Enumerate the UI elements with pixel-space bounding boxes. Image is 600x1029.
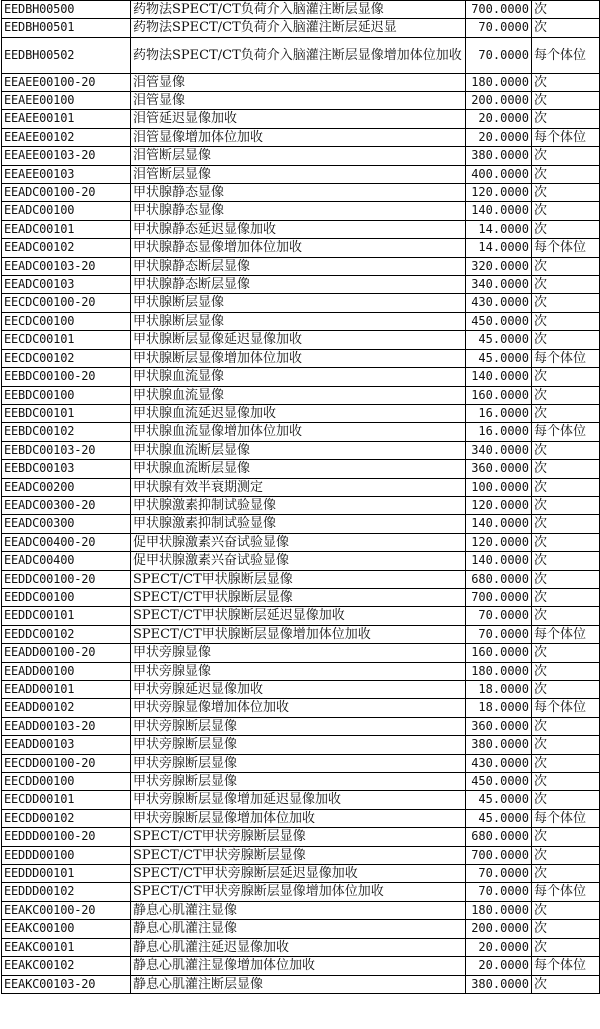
item-code-cell: EEADC00400 [2, 552, 131, 570]
item-name-cell: 促甲状腺激素兴奋试验显像 [131, 552, 466, 570]
table-row [2, 423, 600, 441]
table-row [2, 901, 600, 919]
table-row [2, 441, 600, 459]
item-price-cell: 680.0000 [466, 570, 532, 588]
item-price-cell: 700.0000 [466, 588, 532, 606]
item-unit-cell: 次 [532, 515, 600, 533]
table-row [2, 386, 600, 404]
item-unit-cell: 次 [532, 257, 600, 275]
table-row [2, 625, 600, 643]
item-code-cell: EEAKC00103-20 [2, 975, 131, 993]
item-name-cell: 甲状腺血流显像 [131, 386, 466, 404]
item-code-cell: EEADD00100-20 [2, 644, 131, 662]
table-row [2, 736, 600, 754]
item-name-cell: 甲状腺断层显像延迟显像加收 [131, 331, 466, 349]
item-name-cell: SPECT/CT甲状腺断层显像 [131, 588, 466, 606]
table-row [2, 404, 600, 422]
item-unit-cell: 次 [532, 717, 600, 735]
table-row [2, 276, 600, 294]
item-name-cell: 静息心肌灌注显像增加体位加收 [131, 957, 466, 975]
item-code-cell: EEADC00100 [2, 202, 131, 220]
item-name-cell: 甲状腺血流断层显像 [131, 441, 466, 459]
item-price-cell: 120.0000 [466, 496, 532, 514]
table-row [2, 865, 600, 883]
item-name-cell: 甲状旁腺显像 [131, 662, 466, 680]
item-unit-cell: 次 [532, 607, 600, 625]
item-unit-cell: 次 [532, 1, 600, 19]
item-code-cell: EEBDC00100-20 [2, 368, 131, 386]
table-row [2, 220, 600, 238]
item-name-cell: SPECT/CT甲状旁腺断层显像 [131, 828, 466, 846]
item-code-cell: EEBDC00101 [2, 404, 131, 422]
item-unit-cell: 次 [532, 644, 600, 662]
item-name-cell: 泪管断层显像 [131, 147, 466, 165]
item-code-cell: EEADC00102 [2, 239, 131, 257]
item-code-cell: EEAEE00103 [2, 165, 131, 183]
table-row [2, 515, 600, 533]
item-price-cell: 16.0000 [466, 423, 532, 441]
item-price-cell: 320.0000 [466, 257, 532, 275]
item-unit-cell: 次 [532, 386, 600, 404]
item-unit-cell: 次 [532, 846, 600, 864]
item-code-cell: EEBDC00100 [2, 386, 131, 404]
item-unit-cell: 次 [532, 441, 600, 459]
item-code-cell: EECDC00102 [2, 349, 131, 367]
item-price-cell: 45.0000 [466, 809, 532, 827]
table-row [2, 331, 600, 349]
item-name-cell: SPECT/CT甲状腺断层显像增加体位加收 [131, 625, 466, 643]
item-name-cell: 甲状旁腺显像增加体位加收 [131, 699, 466, 717]
table-row [2, 699, 600, 717]
item-price-cell: 120.0000 [466, 533, 532, 551]
item-name-cell: 泪管断层显像 [131, 165, 466, 183]
table-row [2, 681, 600, 699]
item-price-cell: 400.0000 [466, 165, 532, 183]
item-unit-cell: 次 [532, 73, 600, 91]
table-row [2, 92, 600, 110]
table-row [2, 883, 600, 901]
item-name-cell: 药物法SPECT/CT负荷介入脑灌注断层显像增加体位加收 [131, 37, 466, 73]
table-row [2, 570, 600, 588]
item-price-cell: 45.0000 [466, 349, 532, 367]
item-code-cell: EEDDD00101 [2, 865, 131, 883]
item-name-cell: 泪管延迟显像加收 [131, 110, 466, 128]
item-code-cell: EECDC00100 [2, 312, 131, 330]
item-name-cell: 甲状腺静态显像增加体位加收 [131, 239, 466, 257]
item-price-cell: 340.0000 [466, 276, 532, 294]
item-price-cell: 20.0000 [466, 957, 532, 975]
price-table [1, 0, 600, 994]
item-code-cell: EEAKC00100-20 [2, 901, 131, 919]
table-row [2, 478, 600, 496]
item-code-cell: EEDDD00102 [2, 883, 131, 901]
table-row [2, 110, 600, 128]
item-price-cell: 180.0000 [466, 73, 532, 91]
item-unit-cell: 次 [532, 938, 600, 956]
table-row [2, 1, 600, 19]
item-price-cell: 430.0000 [466, 754, 532, 772]
table-row [2, 644, 600, 662]
item-price-cell: 20.0000 [466, 110, 532, 128]
item-unit-cell: 次 [532, 975, 600, 993]
table-row [2, 662, 600, 680]
item-price-cell: 140.0000 [466, 202, 532, 220]
item-unit-cell: 次 [532, 570, 600, 588]
item-price-cell: 200.0000 [466, 920, 532, 938]
item-price-cell: 180.0000 [466, 662, 532, 680]
item-unit-cell: 次 [532, 19, 600, 37]
item-name-cell: 泪管显像 [131, 92, 466, 110]
item-unit-cell: 每个体位 [532, 128, 600, 146]
item-unit-cell: 次 [532, 754, 600, 772]
item-unit-cell: 次 [532, 478, 600, 496]
item-unit-cell: 次 [532, 404, 600, 422]
item-name-cell: SPECT/CT甲状旁腺断层延迟显像加收 [131, 865, 466, 883]
item-code-cell: EEDDC00102 [2, 625, 131, 643]
item-price-cell: 45.0000 [466, 791, 532, 809]
item-unit-cell: 次 [532, 220, 600, 238]
item-price-cell: 360.0000 [466, 717, 532, 735]
item-unit-cell: 次 [532, 662, 600, 680]
item-unit-cell: 次 [532, 147, 600, 165]
item-price-cell: 20.0000 [466, 128, 532, 146]
item-price-cell: 380.0000 [466, 147, 532, 165]
item-unit-cell: 每个体位 [532, 423, 600, 441]
table-row [2, 37, 600, 73]
item-price-cell: 360.0000 [466, 460, 532, 478]
item-price-cell: 680.0000 [466, 828, 532, 846]
item-name-cell: 静息心肌灌注显像 [131, 901, 466, 919]
item-unit-cell: 次 [532, 165, 600, 183]
item-unit-cell: 每个体位 [532, 625, 600, 643]
item-name-cell: 甲状腺血流显像增加体位加收 [131, 423, 466, 441]
table-row [2, 294, 600, 312]
item-price-cell: 70.0000 [466, 625, 532, 643]
table-row [2, 773, 600, 791]
item-price-cell: 380.0000 [466, 736, 532, 754]
item-price-cell: 140.0000 [466, 552, 532, 570]
table-row [2, 809, 600, 827]
item-unit-cell: 次 [532, 294, 600, 312]
item-unit-cell: 次 [532, 110, 600, 128]
item-unit-cell: 次 [532, 681, 600, 699]
item-price-cell: 70.0000 [466, 19, 532, 37]
item-name-cell: 泪管显像增加体位加收 [131, 128, 466, 146]
table-body [2, 1, 600, 994]
item-name-cell: SPECT/CT甲状腺断层延迟显像加收 [131, 607, 466, 625]
table-row [2, 460, 600, 478]
item-code-cell: EECDD00100 [2, 773, 131, 791]
item-code-cell: EEADD00103-20 [2, 717, 131, 735]
item-name-cell: SPECT/CT甲状腺断层显像 [131, 570, 466, 588]
item-name-cell: 甲状腺血流延迟显像加收 [131, 404, 466, 422]
item-unit-cell: 每个体位 [532, 349, 600, 367]
item-code-cell: EEBDC00103-20 [2, 441, 131, 459]
item-name-cell: 甲状腺断层显像 [131, 294, 466, 312]
item-price-cell: 160.0000 [466, 386, 532, 404]
item-name-cell: 甲状腺断层显像 [131, 312, 466, 330]
item-code-cell: EEADC00103-20 [2, 257, 131, 275]
table-row [2, 957, 600, 975]
item-unit-cell: 次 [532, 331, 600, 349]
item-name-cell: 甲状腺静态断层显像 [131, 257, 466, 275]
table-row [2, 128, 600, 146]
item-price-cell: 700.0000 [466, 1, 532, 19]
table-row [2, 975, 600, 993]
table-row [2, 552, 600, 570]
item-price-cell: 700.0000 [466, 846, 532, 864]
item-code-cell: EEADD00103 [2, 736, 131, 754]
table-row [2, 368, 600, 386]
item-code-cell: EEAEE00100-20 [2, 73, 131, 91]
item-code-cell: EEADC00300 [2, 515, 131, 533]
item-unit-cell: 次 [532, 460, 600, 478]
item-price-cell: 380.0000 [466, 975, 532, 993]
item-code-cell: EEADD00100 [2, 662, 131, 680]
item-unit-cell: 次 [532, 533, 600, 551]
item-code-cell: EECDD00100-20 [2, 754, 131, 772]
item-name-cell: 甲状腺激素抑制试验显像 [131, 496, 466, 514]
item-name-cell: 甲状腺静态延迟显像加收 [131, 220, 466, 238]
item-unit-cell: 每个体位 [532, 699, 600, 717]
table-row [2, 533, 600, 551]
item-code-cell: EEDBH00501 [2, 19, 131, 37]
table-row [2, 165, 600, 183]
item-unit-cell: 次 [532, 312, 600, 330]
item-code-cell: EEDDC00101 [2, 607, 131, 625]
item-price-cell: 160.0000 [466, 644, 532, 662]
table-row [2, 717, 600, 735]
item-unit-cell: 每个体位 [532, 239, 600, 257]
table-row [2, 73, 600, 91]
item-name-cell: 泪管显像 [131, 73, 466, 91]
item-name-cell: 甲状旁腺显像 [131, 644, 466, 662]
item-code-cell: EEADC00200 [2, 478, 131, 496]
table-row [2, 349, 600, 367]
item-name-cell: 甲状腺激素抑制试验显像 [131, 515, 466, 533]
item-code-cell: EECDC00100-20 [2, 294, 131, 312]
table-row [2, 202, 600, 220]
item-price-cell: 70.0000 [466, 865, 532, 883]
item-code-cell: EECDC00101 [2, 331, 131, 349]
item-name-cell: 甲状旁腺断层显像 [131, 754, 466, 772]
item-code-cell: EECDD00102 [2, 809, 131, 827]
item-name-cell: 甲状旁腺断层显像 [131, 773, 466, 791]
item-price-cell: 45.0000 [466, 331, 532, 349]
item-unit-cell: 次 [532, 588, 600, 606]
item-name-cell: 甲状腺血流断层显像 [131, 460, 466, 478]
item-price-cell: 200.0000 [466, 92, 532, 110]
item-name-cell: 甲状腺有效半衰期测定 [131, 478, 466, 496]
item-name-cell: 甲状旁腺延迟显像加收 [131, 681, 466, 699]
item-unit-cell: 每个体位 [532, 809, 600, 827]
item-code-cell: EEADC00100-20 [2, 184, 131, 202]
item-code-cell: EEDBH00500 [2, 1, 131, 19]
item-code-cell: EEBDC00103 [2, 460, 131, 478]
item-price-cell: 14.0000 [466, 239, 532, 257]
item-unit-cell: 次 [532, 552, 600, 570]
item-price-cell: 100.0000 [466, 478, 532, 496]
item-code-cell: EEAKC00101 [2, 938, 131, 956]
item-code-cell: EEDBH00502 [2, 37, 131, 73]
item-name-cell: 药物法SPECT/CT负荷介入脑灌注断层显像 [131, 1, 466, 19]
item-unit-cell: 次 [532, 202, 600, 220]
item-unit-cell: 次 [532, 736, 600, 754]
item-name-cell: 静息心肌灌注断层显像 [131, 975, 466, 993]
item-price-cell: 14.0000 [466, 220, 532, 238]
item-name-cell: 甲状旁腺断层显像 [131, 717, 466, 735]
table-row [2, 257, 600, 275]
item-price-cell: 180.0000 [466, 901, 532, 919]
item-name-cell: 甲状腺静态显像 [131, 202, 466, 220]
item-price-cell: 16.0000 [466, 404, 532, 422]
table-row [2, 607, 600, 625]
item-unit-cell: 次 [532, 496, 600, 514]
item-code-cell: EEDDC00100-20 [2, 570, 131, 588]
item-price-cell: 450.0000 [466, 773, 532, 791]
table-row [2, 184, 600, 202]
item-name-cell: 静息心肌灌注延迟显像加收 [131, 938, 466, 956]
item-price-cell: 70.0000 [466, 883, 532, 901]
item-code-cell: EECDD00101 [2, 791, 131, 809]
table-row [2, 754, 600, 772]
item-code-cell: EEADD00102 [2, 699, 131, 717]
item-price-cell: 70.0000 [466, 37, 532, 73]
item-code-cell: EEADD00101 [2, 681, 131, 699]
item-unit-cell: 每个体位 [532, 957, 600, 975]
item-name-cell: SPECT/CT甲状旁腺断层显像 [131, 846, 466, 864]
item-unit-cell: 每个体位 [532, 37, 600, 73]
item-price-cell: 450.0000 [466, 312, 532, 330]
item-name-cell: SPECT/CT甲状旁腺断层显像增加体位加收 [131, 883, 466, 901]
item-unit-cell: 次 [532, 276, 600, 294]
item-price-cell: 430.0000 [466, 294, 532, 312]
item-code-cell: EEADC00400-20 [2, 533, 131, 551]
item-unit-cell: 次 [532, 368, 600, 386]
item-unit-cell: 次 [532, 791, 600, 809]
table-row [2, 846, 600, 864]
item-unit-cell: 次 [532, 865, 600, 883]
table-row [2, 147, 600, 165]
item-code-cell: EEADC00101 [2, 220, 131, 238]
item-code-cell: EEAEE00101 [2, 110, 131, 128]
item-price-cell: 140.0000 [466, 368, 532, 386]
item-name-cell: 甲状腺静态断层显像 [131, 276, 466, 294]
item-code-cell: EEADC00103 [2, 276, 131, 294]
item-unit-cell: 次 [532, 92, 600, 110]
table-row [2, 312, 600, 330]
item-price-cell: 20.0000 [466, 938, 532, 956]
item-name-cell: 甲状腺血流显像 [131, 368, 466, 386]
item-name-cell: 甲状旁腺断层显像增加体位加收 [131, 809, 466, 827]
table-row [2, 19, 600, 37]
item-code-cell: EEAKC00100 [2, 920, 131, 938]
item-unit-cell: 次 [532, 920, 600, 938]
item-price-cell: 140.0000 [466, 515, 532, 533]
table-row [2, 938, 600, 956]
item-code-cell: EEAKC00102 [2, 957, 131, 975]
item-name-cell: 药物法SPECT/CT负荷介入脑灌注断层延迟显 [131, 19, 466, 37]
table-row [2, 791, 600, 809]
item-code-cell: EEDDC00100 [2, 588, 131, 606]
item-price-cell: 340.0000 [466, 441, 532, 459]
item-unit-cell: 次 [532, 184, 600, 202]
item-price-cell: 18.0000 [466, 681, 532, 699]
item-name-cell: 促甲状腺激素兴奋试验显像 [131, 533, 466, 551]
item-unit-cell: 次 [532, 828, 600, 846]
item-unit-cell: 每个体位 [532, 883, 600, 901]
item-unit-cell: 次 [532, 901, 600, 919]
item-code-cell: EEADC00300-20 [2, 496, 131, 514]
item-name-cell: 甲状旁腺断层显像 [131, 736, 466, 754]
item-unit-cell: 次 [532, 773, 600, 791]
item-code-cell: EEBDC00102 [2, 423, 131, 441]
item-code-cell: EEDDD00100-20 [2, 828, 131, 846]
item-price-cell: 120.0000 [466, 184, 532, 202]
item-code-cell: EEAEE00103-20 [2, 147, 131, 165]
item-name-cell: 静息心肌灌注显像 [131, 920, 466, 938]
table-row [2, 828, 600, 846]
item-code-cell: EEAEE00102 [2, 128, 131, 146]
item-name-cell: 甲状旁腺断层显像增加延迟显像加收 [131, 791, 466, 809]
item-code-cell: EEDDD00100 [2, 846, 131, 864]
item-price-cell: 70.0000 [466, 607, 532, 625]
item-price-cell: 18.0000 [466, 699, 532, 717]
item-code-cell: EEAEE00100 [2, 92, 131, 110]
item-name-cell: 甲状腺静态显像 [131, 184, 466, 202]
table-row [2, 920, 600, 938]
table-row [2, 496, 600, 514]
table-row [2, 239, 600, 257]
item-name-cell: 甲状腺断层显像增加体位加收 [131, 349, 466, 367]
table-row [2, 588, 600, 606]
